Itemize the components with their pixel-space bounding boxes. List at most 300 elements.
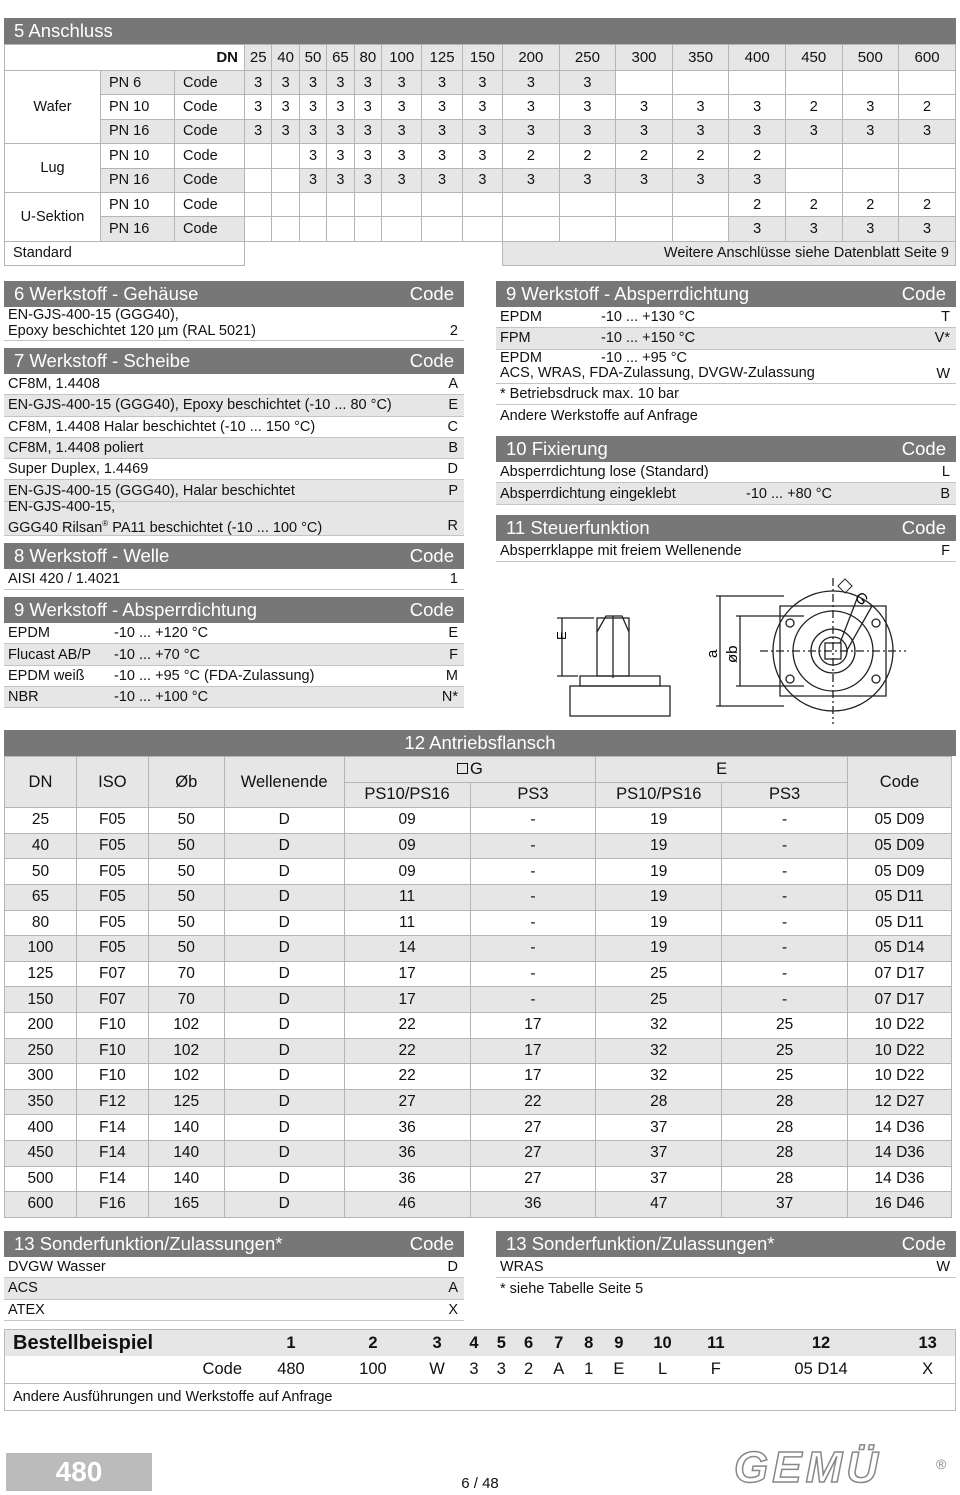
table-cell bbox=[503, 217, 560, 241]
list-item: ACS A bbox=[4, 1278, 464, 1299]
code-label: Code bbox=[175, 144, 245, 168]
table-cell: 3 bbox=[503, 168, 560, 192]
table-cell: 3 bbox=[462, 144, 502, 168]
section-8-header: 8 Werkstoff - Welle Code bbox=[4, 543, 464, 569]
table-row bbox=[5, 119, 956, 143]
table-cell: 28 bbox=[722, 1140, 848, 1166]
table-cell: - bbox=[470, 859, 596, 885]
order-position: 11 bbox=[707, 1333, 725, 1352]
table-cell: 10 D22 bbox=[848, 1064, 952, 1090]
section-11-header: 11 Steuerfunktion Code bbox=[496, 515, 956, 541]
table-cell: 10 D22 bbox=[848, 1012, 952, 1038]
section-9a-header: 9 Werkstoff - Absperrdichtung Code bbox=[4, 597, 464, 623]
table-cell: 3 bbox=[462, 71, 502, 95]
drawing-label-e: E bbox=[554, 631, 569, 640]
table-cell: 3 bbox=[272, 119, 299, 143]
table-cell: D bbox=[224, 1012, 344, 1038]
table-cell: 125 bbox=[148, 1089, 224, 1115]
order-value: 05 D14 bbox=[794, 1359, 848, 1378]
order-value: 3 bbox=[496, 1359, 506, 1378]
table-cell: 3 bbox=[785, 119, 842, 143]
table-row bbox=[5, 808, 952, 834]
order-code-label: Code bbox=[202, 1359, 242, 1378]
order-position: 1 bbox=[286, 1333, 296, 1352]
table-cell: 36 bbox=[344, 1115, 470, 1141]
table-cell: 19 bbox=[596, 936, 722, 962]
table-cell: 3 bbox=[842, 95, 899, 119]
drive-flange-table: DN ISO Øb Wellenende G E Code PS10/PS16 PS3 PS10/PS16 PS3 25 F05 50 D 09 - 19 - 05 D09 40 F05 50 D 09 - 19 - 05 D09 50 F05 50 D 09 - 19 - 05 D09 65 F05 50 D 11 - 19 - 05 D11 80 F05 50 D 11 - 19 - 05 D11 100 F05 50 D 14 - 19 - 05 D14 125 F07 70 D 17 - 25 - 07 D17 150 F07 70 D 17 - 25 - 07 D17 200 F10 102 D 22 17 32 25 10 D22 250 F10 102 D 22 17 32 25 10 D22 300 F10 102 D 22 17 32 25 10 D22 350 F12 125 D 27 22 28 28 12 D27 400 F14 140 D 36 27 37 28 14 D36 450 F14 140 D 36 27 37 28 14 D36 500 F14 140 D 36 27 37 28 14 D36 600 F16 165 D 46 36 47 37 16 D46 bbox=[4, 756, 952, 1218]
dn-header-cell: 350 bbox=[672, 45, 729, 71]
table-cell: 16 D46 bbox=[848, 1192, 952, 1218]
table-cell bbox=[785, 144, 842, 168]
table-cell: 300 bbox=[5, 1064, 77, 1090]
note: * siehe Tabelle Seite 5 bbox=[500, 1280, 644, 1297]
table-cell: 25 bbox=[722, 1012, 848, 1038]
section-13b bbox=[496, 1231, 956, 1300]
section-7-list bbox=[4, 374, 464, 502]
table-cell bbox=[729, 71, 786, 95]
table-cell: 50 bbox=[148, 859, 224, 885]
table-cell: 3 bbox=[422, 71, 462, 95]
table-cell: 05 D11 bbox=[848, 884, 952, 910]
order-position: 5 bbox=[496, 1333, 506, 1352]
table-cell: D bbox=[224, 910, 344, 936]
table-cell: 17 bbox=[470, 1038, 596, 1064]
section-9b-header: 9 Werkstoff - Absperrdichtung Code bbox=[496, 281, 956, 307]
table-cell: 50 bbox=[148, 833, 224, 859]
table-cell: 102 bbox=[148, 1038, 224, 1064]
table-row bbox=[5, 1064, 952, 1090]
table-cell: - bbox=[470, 808, 596, 834]
table-cell: 3 bbox=[422, 95, 462, 119]
list-item: EPDM -10 ... +95 °C ACS, WRAS, FDA-Zulassung, DVGW-Zulassung W bbox=[496, 350, 956, 384]
dn-header-cell: 25 bbox=[245, 45, 272, 71]
table-cell: 37 bbox=[722, 1192, 848, 1218]
table-cell: 3 bbox=[354, 95, 381, 119]
drawing-label-a: a bbox=[704, 649, 721, 658]
pn-label: PN 10 bbox=[101, 95, 175, 119]
table-row bbox=[5, 961, 952, 987]
table-cell bbox=[272, 217, 299, 241]
table-cell: 17 bbox=[470, 1064, 596, 1090]
order-position: 6 bbox=[524, 1333, 534, 1352]
table-cell: 3 bbox=[842, 119, 899, 143]
table-cell: 17 bbox=[344, 961, 470, 987]
section-5-header: 5 Anschluss bbox=[4, 18, 956, 44]
table-cell: 3 bbox=[382, 144, 422, 168]
table-cell: 14 D36 bbox=[848, 1166, 952, 1192]
section-10-list bbox=[496, 462, 956, 505]
code-label: Code bbox=[175, 95, 245, 119]
table-cell bbox=[272, 192, 299, 216]
table-cell: 50 bbox=[148, 936, 224, 962]
table-cell: 22 bbox=[344, 1012, 470, 1038]
list-item: EN-GJS-400-15 (GGG40), Epoxy beschichtet 120 µm (RAL 5021) 2 bbox=[4, 307, 464, 341]
list-item: ATEX X bbox=[4, 1300, 464, 1321]
pn-label: PN 16 bbox=[101, 217, 175, 241]
table-cell: 2 bbox=[785, 95, 842, 119]
list-item: AISI 420 / 1.4021 1 bbox=[4, 569, 464, 590]
table-row bbox=[5, 1140, 952, 1166]
table-cell: - bbox=[470, 936, 596, 962]
table-cell: F10 bbox=[76, 1012, 148, 1038]
order-position: 12 bbox=[811, 1333, 831, 1352]
table-cell: 3 bbox=[382, 119, 422, 143]
table-cell: 2 bbox=[899, 95, 956, 119]
table-cell bbox=[245, 144, 272, 168]
table-cell: D bbox=[224, 833, 344, 859]
table-cell bbox=[899, 168, 956, 192]
table-cell: 17 bbox=[470, 1012, 596, 1038]
dn-header-cell: 125 bbox=[422, 45, 462, 71]
table-cell: 3 bbox=[327, 71, 354, 95]
table-cell: 3 bbox=[354, 119, 381, 143]
table-cell bbox=[422, 217, 462, 241]
section-13b-header: 13 Sonderfunktion/Zulassungen* Code bbox=[496, 1231, 956, 1257]
dn-header-cell: 250 bbox=[559, 45, 616, 71]
table-cell: 25 bbox=[722, 1064, 848, 1090]
table-cell bbox=[299, 217, 326, 241]
table-cell: - bbox=[722, 961, 848, 987]
table-cell: 3 bbox=[559, 168, 616, 192]
table-row bbox=[5, 1115, 952, 1141]
table-cell: 14 D36 bbox=[848, 1115, 952, 1141]
section-9b-list bbox=[496, 307, 956, 350]
table-cell: 32 bbox=[596, 1012, 722, 1038]
table-cell bbox=[616, 217, 673, 241]
table-cell: 70 bbox=[148, 987, 224, 1013]
table-cell: D bbox=[224, 936, 344, 962]
table-cell bbox=[785, 71, 842, 95]
table-cell: 250 bbox=[5, 1038, 77, 1064]
order-note: Andere Ausführungen und Werkstoffe auf Anfrage bbox=[13, 1388, 333, 1405]
table-cell: F16 bbox=[76, 1192, 148, 1218]
table-row bbox=[5, 1012, 952, 1038]
order-title: Bestellbeispiel bbox=[13, 1331, 154, 1354]
table-cell: 2 bbox=[503, 144, 560, 168]
table-cell bbox=[672, 217, 729, 241]
table-cell bbox=[559, 192, 616, 216]
table-cell: 3 bbox=[503, 119, 560, 143]
table-cell: 07 D17 bbox=[848, 961, 952, 987]
section-5 bbox=[4, 18, 956, 266]
table-cell: 3 bbox=[503, 71, 560, 95]
table-cell bbox=[245, 168, 272, 192]
connection-table bbox=[4, 44, 956, 266]
table-cell: 102 bbox=[148, 1012, 224, 1038]
section-12-header: 12 Antriebsflansch bbox=[4, 730, 956, 756]
table-cell: 3 bbox=[245, 119, 272, 143]
table-row bbox=[5, 144, 956, 168]
table-cell: - bbox=[470, 961, 596, 987]
table-row bbox=[5, 1166, 952, 1192]
table-cell: 3 bbox=[272, 95, 299, 119]
table-cell: 50 bbox=[148, 808, 224, 834]
table-cell: F12 bbox=[76, 1089, 148, 1115]
table-cell bbox=[559, 217, 616, 241]
table-cell: 22 bbox=[470, 1089, 596, 1115]
table-cell: 28 bbox=[722, 1089, 848, 1115]
table-cell: D bbox=[224, 808, 344, 834]
table-cell bbox=[616, 192, 673, 216]
table-cell: 65 bbox=[5, 884, 77, 910]
table-cell: 3 bbox=[785, 217, 842, 241]
table-cell: 3 bbox=[422, 168, 462, 192]
table-cell: 100 bbox=[5, 936, 77, 962]
dn-header-cell: 100 bbox=[382, 45, 422, 71]
table-cell: 500 bbox=[5, 1166, 77, 1192]
product-number: 480 bbox=[6, 1453, 152, 1491]
table-cell: 3 bbox=[616, 119, 673, 143]
dn-header-cell: 80 bbox=[354, 45, 381, 71]
right-column bbox=[496, 281, 956, 562]
table-cell: 3 bbox=[299, 168, 326, 192]
dn-header-cell: 400 bbox=[729, 45, 786, 71]
code-label: Code bbox=[175, 71, 245, 95]
table-cell: F05 bbox=[76, 808, 148, 834]
table-cell: 37 bbox=[596, 1140, 722, 1166]
table-cell: 11 bbox=[344, 884, 470, 910]
table-cell: 3 bbox=[616, 95, 673, 119]
connection-note: Weitere Anschlüsse siehe Datenblatt Seite 9 bbox=[503, 241, 956, 265]
table-cell: - bbox=[722, 910, 848, 936]
table-cell: 3 bbox=[354, 144, 381, 168]
table-cell bbox=[672, 71, 729, 95]
note: * Betriebsdruck max. 10 bar bbox=[496, 384, 956, 405]
table-cell: 07 D17 bbox=[848, 987, 952, 1013]
table-cell: 2 bbox=[672, 144, 729, 168]
table-cell: F14 bbox=[76, 1115, 148, 1141]
section-13a bbox=[4, 1231, 464, 1321]
table-row bbox=[5, 168, 956, 192]
list-item: EN-GJS-400-15, GGG40 Rilsan® PA11 beschichtet (-10 ... 100 °C) R bbox=[4, 502, 464, 536]
table-cell: F05 bbox=[76, 910, 148, 936]
table-cell bbox=[245, 192, 272, 216]
order-value: A bbox=[553, 1359, 565, 1378]
table-cell: D bbox=[224, 884, 344, 910]
code-label: Code bbox=[175, 217, 245, 241]
table-cell: 3 bbox=[462, 95, 502, 119]
table-cell: F10 bbox=[76, 1064, 148, 1090]
dn-header-cell: 150 bbox=[462, 45, 502, 71]
table-cell: 27 bbox=[344, 1089, 470, 1115]
table-cell: 50 bbox=[5, 859, 77, 885]
order-value: X bbox=[922, 1359, 934, 1378]
group-label: Lug bbox=[5, 144, 101, 193]
order-value-row bbox=[5, 1356, 955, 1383]
table-cell: F14 bbox=[76, 1140, 148, 1166]
table-cell: 40 bbox=[5, 833, 77, 859]
order-value: E bbox=[613, 1359, 625, 1378]
table-cell: 200 bbox=[5, 1012, 77, 1038]
list-item: Flucast AB/P -10 ... +70 °C F bbox=[4, 644, 464, 665]
table-cell: - bbox=[470, 833, 596, 859]
table-cell: 25 bbox=[722, 1038, 848, 1064]
table-cell: 28 bbox=[722, 1115, 848, 1141]
table-cell: 3 bbox=[729, 119, 786, 143]
list-item: CF8M, 1.4408 poliert B bbox=[4, 438, 464, 459]
section-13a-list bbox=[4, 1257, 464, 1321]
table-cell: 70 bbox=[148, 961, 224, 987]
table-cell: 3 bbox=[842, 217, 899, 241]
table-cell: 05 D09 bbox=[848, 859, 952, 885]
order-position: 10 bbox=[653, 1333, 672, 1352]
table-cell: 32 bbox=[596, 1064, 722, 1090]
table-cell: 3 bbox=[382, 168, 422, 192]
table-cell bbox=[354, 192, 381, 216]
list-item: EN-GJS-400-15 (GGG40), Epoxy beschichtet (-10 ... 80 °C) E bbox=[4, 395, 464, 416]
order-position: 13 bbox=[918, 1333, 937, 1352]
table-cell: 140 bbox=[148, 1115, 224, 1141]
table-cell: 350 bbox=[5, 1089, 77, 1115]
table-cell: 3 bbox=[899, 119, 956, 143]
section-12 bbox=[4, 730, 956, 1218]
table-cell: 3 bbox=[729, 95, 786, 119]
table-cell: 2 bbox=[729, 144, 786, 168]
table-cell: D bbox=[224, 1166, 344, 1192]
table-cell: 3 bbox=[382, 95, 422, 119]
drawing-label-b: øb bbox=[724, 645, 741, 663]
table-cell: 19 bbox=[596, 859, 722, 885]
standard-label: Standard bbox=[5, 241, 245, 265]
table-cell: 05 D09 bbox=[848, 833, 952, 859]
table-cell: F14 bbox=[76, 1166, 148, 1192]
table-cell: 36 bbox=[470, 1192, 596, 1218]
table-row bbox=[5, 217, 956, 241]
drawing-label-g: G bbox=[851, 588, 872, 610]
section-6-header: 6 Werkstoff - Gehäuse Code bbox=[4, 281, 464, 307]
order-value: L bbox=[657, 1359, 668, 1378]
table-cell: 3 bbox=[462, 119, 502, 143]
note: Andere Werkstoffe auf Anfrage bbox=[500, 407, 698, 424]
table-cell: - bbox=[722, 808, 848, 834]
table-cell: 05 D09 bbox=[848, 808, 952, 834]
table-cell: 140 bbox=[148, 1166, 224, 1192]
section-7-header: 7 Werkstoff - Scheibe Code bbox=[4, 348, 464, 374]
table-row bbox=[5, 884, 952, 910]
table-cell bbox=[382, 192, 422, 216]
list-item: FPM -10 ... +150 °C V* bbox=[496, 328, 956, 349]
dn-header-cell: 40 bbox=[272, 45, 299, 71]
table-cell: 12 D27 bbox=[848, 1089, 952, 1115]
table-cell: D bbox=[224, 1192, 344, 1218]
code-label: Code bbox=[175, 119, 245, 143]
table-cell: D bbox=[224, 1038, 344, 1064]
pn-label: PN 10 bbox=[101, 192, 175, 216]
order-value: W bbox=[429, 1359, 445, 1378]
table-cell: F05 bbox=[76, 833, 148, 859]
table-cell: 17 bbox=[344, 987, 470, 1013]
table-row bbox=[5, 987, 952, 1013]
table-cell: 3 bbox=[422, 144, 462, 168]
table-cell: 3 bbox=[616, 168, 673, 192]
group-label: Wafer bbox=[5, 71, 101, 144]
table-cell: 2 bbox=[559, 144, 616, 168]
table-cell: 50 bbox=[148, 910, 224, 936]
dn-header-cell: 65 bbox=[327, 45, 354, 71]
table-cell: - bbox=[722, 936, 848, 962]
order-value: F bbox=[710, 1359, 721, 1378]
order-value: 480 bbox=[277, 1359, 305, 1378]
order-position: 4 bbox=[469, 1333, 479, 1352]
table-cell: 14 D36 bbox=[848, 1140, 952, 1166]
order-value: 3 bbox=[469, 1359, 479, 1378]
code-label: Code bbox=[175, 192, 245, 216]
table-cell: 3 bbox=[354, 168, 381, 192]
gemu-logo: GEMÜ bbox=[734, 1443, 882, 1492]
table-cell: 3 bbox=[729, 217, 786, 241]
table-cell: 46 bbox=[344, 1192, 470, 1218]
table-cell: 37 bbox=[596, 1115, 722, 1141]
table-cell: 19 bbox=[596, 808, 722, 834]
table-cell: - bbox=[722, 833, 848, 859]
table-cell: 47 bbox=[596, 1192, 722, 1218]
list-item: CF8M, 1.4408 Halar beschichtet (-10 ... 150 °C) C bbox=[4, 417, 464, 438]
table-cell bbox=[899, 144, 956, 168]
table-cell: 25 bbox=[5, 808, 77, 834]
pn-label: PN 16 bbox=[101, 168, 175, 192]
table-cell bbox=[327, 217, 354, 241]
table-cell: D bbox=[224, 1115, 344, 1141]
table-cell bbox=[842, 144, 899, 168]
table-cell: 3 bbox=[503, 95, 560, 119]
table-cell: D bbox=[224, 1064, 344, 1090]
table-cell bbox=[382, 217, 422, 241]
table-cell: F07 bbox=[76, 987, 148, 1013]
table-cell: 3 bbox=[899, 217, 956, 241]
order-position: 8 bbox=[584, 1333, 594, 1352]
drawing-flange-side bbox=[580, 676, 660, 686]
table-cell bbox=[299, 192, 326, 216]
table-cell: 3 bbox=[299, 71, 326, 95]
table-cell: 3 bbox=[245, 95, 272, 119]
table-cell bbox=[842, 168, 899, 192]
table-cell: 09 bbox=[344, 808, 470, 834]
list-item: CF8M, 1.4408 A bbox=[4, 374, 464, 395]
list-item: NBR -10 ... +100 °C N* bbox=[4, 687, 464, 708]
table-cell: 14 bbox=[344, 936, 470, 962]
table-cell bbox=[327, 192, 354, 216]
table-header-row: DN 25 40 50 65 80 100 125 150 200 250 300 350 400 450 500 600 bbox=[5, 45, 956, 71]
table-cell: 3 bbox=[422, 119, 462, 143]
pn-label: PN 16 bbox=[101, 119, 175, 143]
list-item: EPDM -10 ... +130 °C T bbox=[496, 307, 956, 328]
table-row bbox=[5, 95, 956, 119]
table-cell: 2 bbox=[729, 192, 786, 216]
table-cell: 28 bbox=[596, 1089, 722, 1115]
table-cell: 80 bbox=[5, 910, 77, 936]
table-cell bbox=[785, 168, 842, 192]
dn-header-cell: 200 bbox=[503, 45, 560, 71]
table-cell: 2 bbox=[842, 192, 899, 216]
page-number: 6 / 48 bbox=[461, 1475, 499, 1492]
table-cell: 140 bbox=[148, 1140, 224, 1166]
order-position: 2 bbox=[368, 1333, 378, 1352]
table-cell bbox=[899, 71, 956, 95]
table-cell: D bbox=[224, 987, 344, 1013]
table-cell: F05 bbox=[76, 936, 148, 962]
table-cell: 3 bbox=[327, 119, 354, 143]
table-cell: 25 bbox=[596, 987, 722, 1013]
table-cell: 165 bbox=[148, 1192, 224, 1218]
table-cell: F10 bbox=[76, 1038, 148, 1064]
table-cell: 450 bbox=[5, 1140, 77, 1166]
table-cell bbox=[245, 217, 272, 241]
table-cell: 32 bbox=[596, 1038, 722, 1064]
table-cell: 27 bbox=[470, 1140, 596, 1166]
table-cell bbox=[272, 144, 299, 168]
list-item: Super Duplex, 1.4469 D bbox=[4, 459, 464, 480]
